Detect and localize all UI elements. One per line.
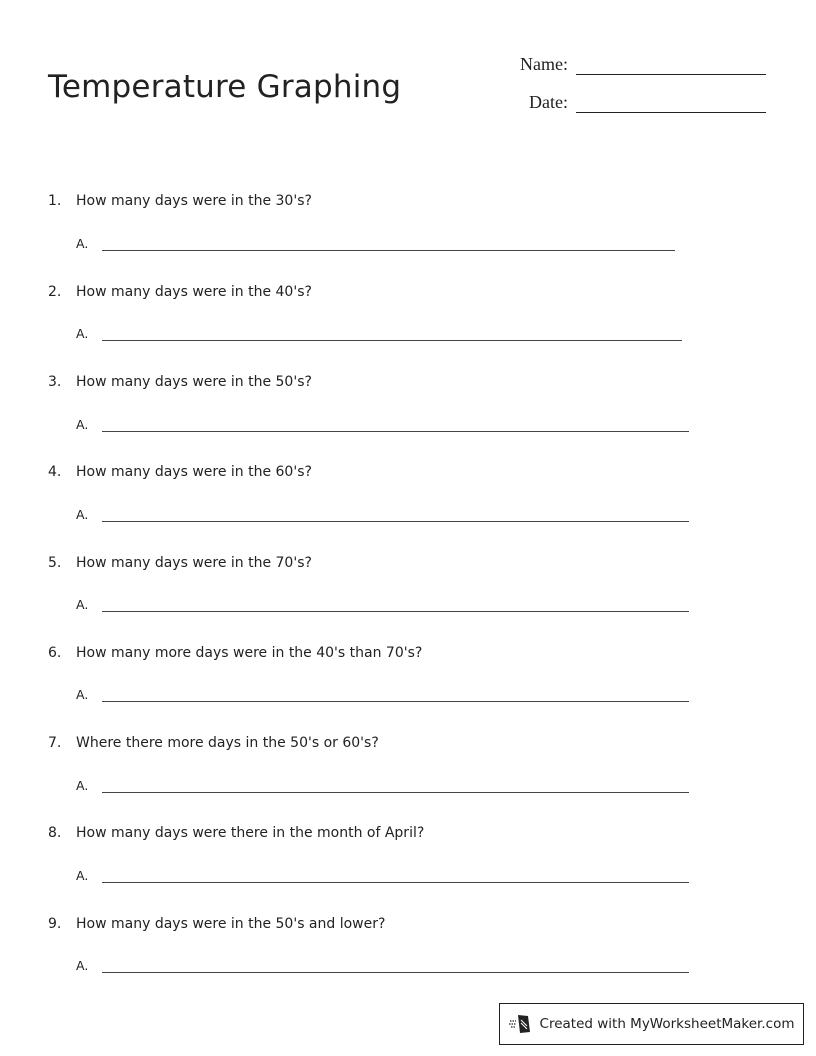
- question-4: [48, 464, 312, 480]
- answer-blank[interactable]: [102, 689, 689, 702]
- question-number: 3.: [48, 374, 62, 390]
- answer-blank[interactable]: [102, 780, 689, 793]
- answer-blank[interactable]: [102, 509, 689, 522]
- answer-8: [76, 868, 689, 883]
- question-8: [48, 825, 424, 841]
- question-text: How many days were in the 70's?: [76, 555, 312, 571]
- question-5: [48, 555, 312, 571]
- answer-5: [76, 597, 689, 612]
- answer-4: [76, 507, 689, 522]
- question-number: 1.: [48, 193, 62, 209]
- answer-1: [76, 236, 675, 251]
- answer-3: [76, 417, 689, 432]
- date-input-line[interactable]: [576, 92, 766, 113]
- name-input-line[interactable]: [576, 54, 766, 75]
- answer-label: A.: [76, 868, 89, 883]
- worksheet-logo-icon: [509, 1013, 533, 1035]
- question-3: [48, 374, 312, 390]
- answer-9: [76, 958, 689, 973]
- name-field: [508, 54, 766, 75]
- question-number: 7.: [48, 735, 62, 751]
- answer-blank[interactable]: [102, 870, 689, 883]
- answer-label: A.: [76, 687, 89, 702]
- answer-blank[interactable]: [102, 328, 682, 341]
- question-text: How many days were in the 30's?: [76, 193, 312, 209]
- answer-blank[interactable]: [102, 599, 689, 612]
- answer-label: A.: [76, 507, 89, 522]
- footer-badge[interactable]: [499, 1003, 804, 1045]
- question-text: How many days were in the 60's?: [76, 464, 312, 480]
- question-number: 8.: [48, 825, 62, 841]
- question-number: 9.: [48, 916, 62, 932]
- question-6: [48, 645, 422, 661]
- question-text: How many more days were in the 40's than 70's?: [76, 645, 423, 661]
- question-number: 4.: [48, 464, 62, 480]
- answer-7: [76, 778, 689, 793]
- question-text: Where there more days in the 50's or 60's?: [76, 735, 379, 751]
- footer-text: Created with MyWorksheetMaker.com: [539, 1016, 795, 1032]
- answer-blank[interactable]: [102, 960, 689, 973]
- date-label: Date:: [529, 92, 568, 112]
- name-label: Name:: [520, 54, 568, 74]
- answer-2: [76, 326, 682, 341]
- question-text: How many days were there in the month of April?: [76, 825, 425, 841]
- answer-label: A.: [76, 958, 89, 973]
- answer-label: A.: [76, 236, 89, 251]
- answer-label: A.: [76, 778, 89, 793]
- answer-blank[interactable]: [102, 238, 675, 251]
- question-number: 2.: [48, 284, 62, 300]
- answer-label: A.: [76, 417, 89, 432]
- date-field: [508, 92, 766, 113]
- question-number: 6.: [48, 645, 62, 661]
- answer-label: A.: [76, 326, 89, 341]
- page-title: Temperature Graphing: [48, 68, 402, 105]
- question-text: How many days were in the 40's?: [76, 284, 312, 300]
- question-9: [48, 916, 385, 932]
- answer-blank[interactable]: [102, 419, 689, 432]
- question-1: [48, 193, 312, 209]
- question-2: [48, 284, 312, 300]
- question-text: How many days were in the 50's and lower?: [76, 916, 386, 932]
- question-number: 5.: [48, 555, 62, 571]
- question-7: [48, 735, 379, 751]
- answer-label: A.: [76, 597, 89, 612]
- question-text: How many days were in the 50's?: [76, 374, 312, 390]
- answer-6: [76, 687, 689, 702]
